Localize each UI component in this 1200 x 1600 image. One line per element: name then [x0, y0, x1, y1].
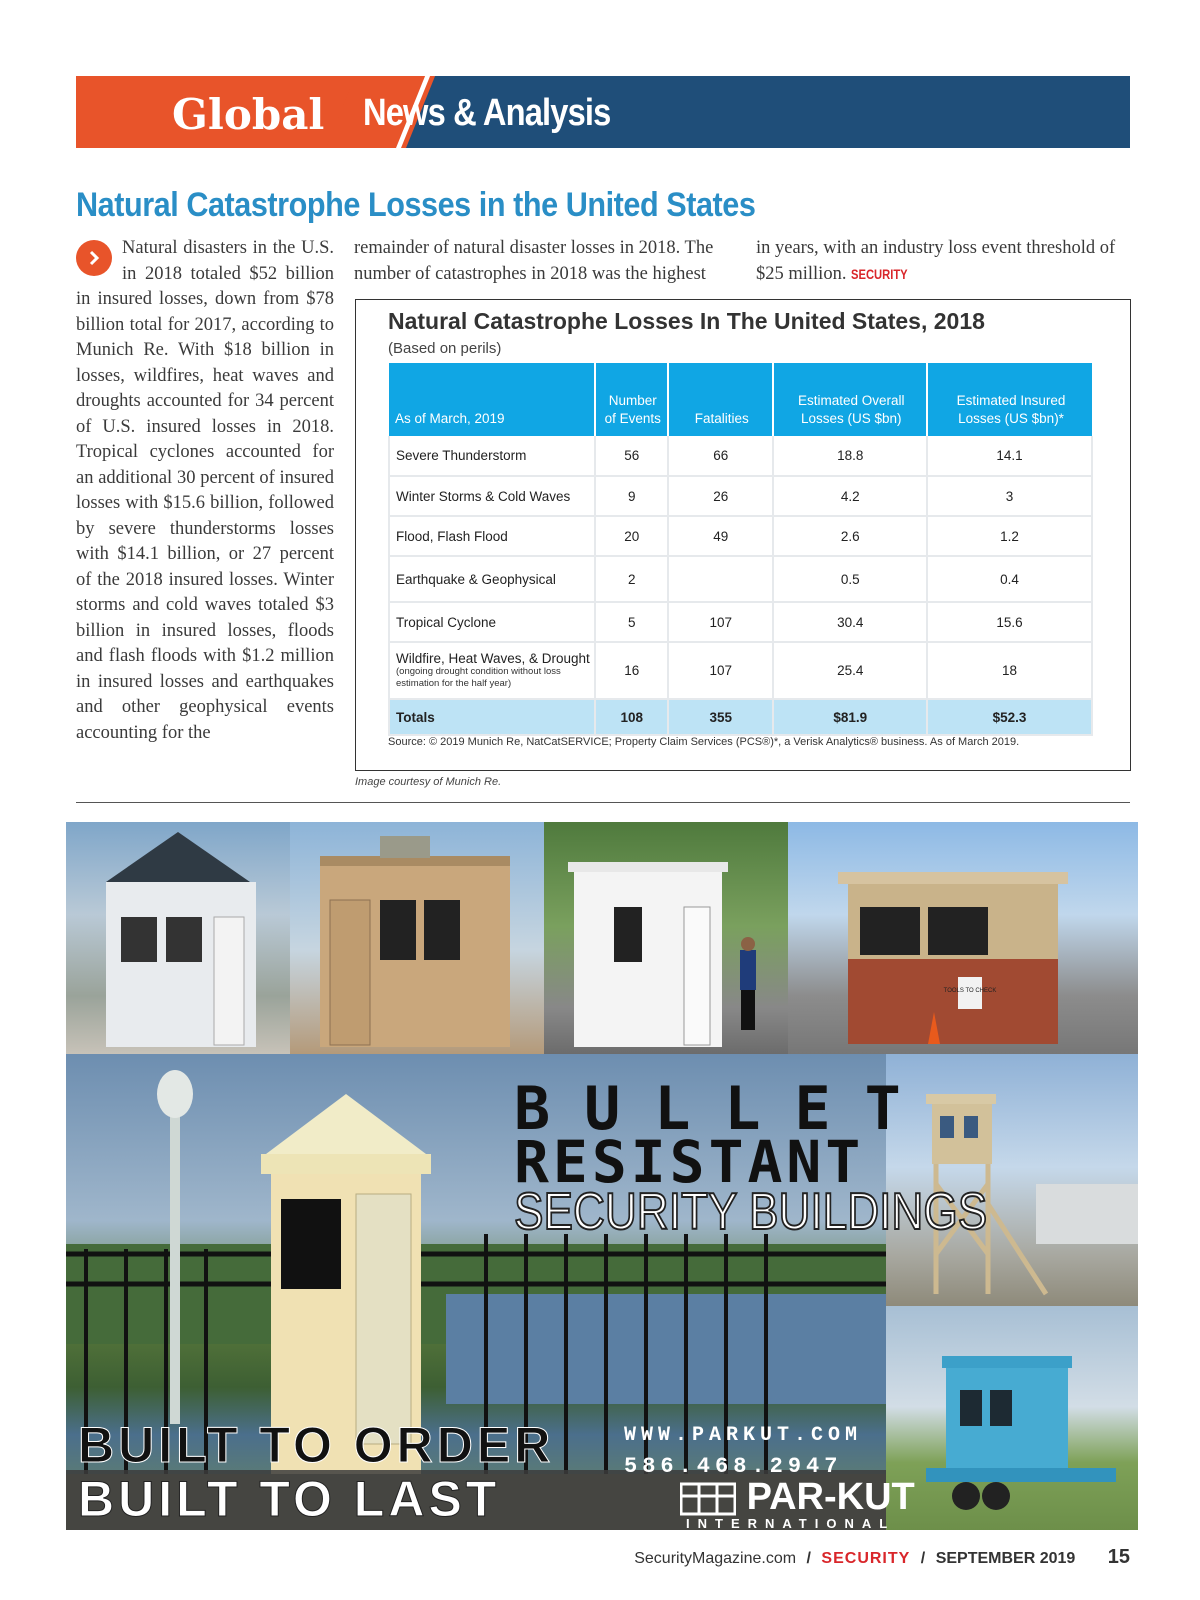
article-text-1: Natural disasters in the U.S. in 2018 totaled $52 billion in insured losses, down from $78 billion total for 2017, according to Munich Re. With $18 billion in losses, wildfires, heat waves and droughts accounted for 34 percent of U.S. insured losses in 2018. Tropical cyclones accounted for an additional 30 percent of insured losses with $15.6 billion, followed by severe thunderstorms losses with $14.1 billion, or 27 percent of the 2018 insured losses. Winter storms and cold waves totaled $3 billion in insured losses, floods and flash floods with $1.2 million in insured losses and earthquakes and other geophysical events accounting for the: [76, 238, 334, 743]
totals-row: [389, 699, 1092, 735]
guard-booth-photo-brick: [788, 822, 1138, 1054]
fatalities-cell: 26: [668, 476, 773, 516]
table-row: [389, 602, 1092, 642]
fatalities-cell: 49: [668, 516, 773, 556]
totals-label: Totals: [389, 699, 595, 735]
ad-phone-number: 586.468.2947: [624, 1454, 843, 1479]
chevron-right-icon: [76, 240, 112, 276]
guard-booth-photo-tan: [290, 822, 544, 1054]
insured-losses-cell: 0.4: [927, 556, 1092, 602]
footer-separator: /: [806, 1550, 811, 1567]
insured-losses-cell: 14.1: [927, 436, 1092, 476]
guard-booth-photo-gable: [66, 822, 290, 1054]
article-end-tag: SECURITY: [851, 265, 908, 282]
table-row: [389, 516, 1092, 556]
table-row: [389, 556, 1092, 602]
section-banner: [76, 76, 1130, 148]
footer-magazine: SECURITY: [821, 1550, 911, 1567]
overall-losses-cell: 25.4: [773, 642, 927, 699]
par-kut-logo: [680, 1476, 915, 1519]
table-row: [389, 642, 1092, 699]
column-header: Estimated Overall Losses (US $bn): [773, 363, 927, 436]
article-text-3: in years, with an industry loss event threshold of $25 million.: [756, 238, 1116, 284]
ad-slogan-order: BUILT TO ORDER: [78, 1417, 555, 1473]
banner-section-label: Global: [172, 90, 325, 139]
overall-losses-cell: 18.8: [773, 436, 927, 476]
article-text-2: remainder of natural disaster losses in 2018. The number of catastrophes in 2018 was the highest: [354, 238, 714, 284]
insured-losses-cell: 15.6: [927, 602, 1092, 642]
table-header-row: [389, 363, 1092, 436]
ad-slogan-last: BUILT TO LAST: [78, 1471, 501, 1527]
image-caption: Image courtesy of Munich Re.: [355, 776, 502, 788]
banner-subsection-label: News & Analysis: [363, 92, 611, 134]
figure-source: Source: © 2019 Munich Re, NatCatSERVICE; Property Claim Services (PCS®)*, a Verisk Analytics® business. As of March 2019.: [388, 736, 1020, 748]
fatalities-cell: 66: [668, 436, 773, 476]
guard-booth-photo-white: [544, 822, 788, 1054]
par-kut-logo-icon: [680, 1482, 736, 1516]
overall-losses-cell: 0.5: [773, 556, 927, 602]
page-footer: [634, 1546, 1130, 1569]
overall-losses-cell: 2.6: [773, 516, 927, 556]
peril-cell: [389, 642, 595, 699]
events-cell: 9: [595, 476, 668, 516]
article-column-2: [354, 236, 730, 287]
column-header: Estimated Insured Losses (US $bn)*: [927, 363, 1092, 436]
table-row: [389, 436, 1092, 476]
peril-cell: Tropical Cyclone: [389, 602, 595, 642]
column-header: As of March, 2019: [389, 363, 595, 436]
overall-losses-cell: 30.4: [773, 602, 927, 642]
ad-headline-resistant: RESISTANT: [514, 1128, 865, 1196]
events-cell: 16: [595, 642, 668, 699]
article-column-1: [76, 236, 334, 746]
peril-label: Wildfire, Heat Waves, & Drought: [396, 651, 590, 666]
totals-insured: $52.3: [927, 699, 1092, 735]
footer-separator: /: [920, 1550, 926, 1567]
par-kut-brand: PAR-KUT: [746, 1476, 915, 1518]
ad-headline-security-buildings: SECURITY BUILDINGS: [514, 1183, 988, 1241]
trailer-booth-photo: [886, 1306, 1138, 1530]
figure-subtitle: (Based on perils): [388, 340, 502, 357]
booth-sign-text: TOOLS TO CHECK: [943, 988, 997, 994]
article-column-3: [756, 236, 1130, 287]
par-kut-advertisement[interactable]: [66, 822, 1138, 1530]
events-cell: 20: [595, 516, 668, 556]
par-kut-subbrand: INTERNATIONAL: [686, 1516, 896, 1530]
page-number: 15: [1107, 1546, 1130, 1568]
insured-losses-cell: 18: [927, 642, 1092, 699]
column-header: Fatalities: [668, 363, 773, 436]
section-divider: [76, 802, 1130, 803]
table-row: [389, 476, 1092, 516]
footer-issue: SEPTEMBER 2019: [935, 1550, 1076, 1567]
peril-cell: Severe Thunderstorm: [389, 436, 595, 476]
totals-fatalities: 355: [668, 699, 773, 735]
fatalities-cell: [668, 556, 773, 602]
events-cell: 2: [595, 556, 668, 602]
insured-losses-cell: 3: [927, 476, 1092, 516]
peril-cell: Winter Storms & Cold Waves: [389, 476, 595, 516]
peril-cell: Flood, Flash Flood: [389, 516, 595, 556]
overall-losses-cell: 4.2: [773, 476, 927, 516]
article-headline: Natural Catastrophe Losses in the United States: [76, 186, 756, 224]
figure-title: Natural Catastrophe Losses In The United States, 2018: [388, 308, 985, 334]
totals-events: 108: [595, 699, 668, 735]
insured-losses-cell: 1.2: [927, 516, 1092, 556]
events-cell: 5: [595, 602, 668, 642]
footer-site[interactable]: SecurityMagazine.com: [634, 1550, 797, 1567]
ad-headline-bullet: BULLET: [514, 1074, 935, 1144]
ad-website[interactable]: WWW.PARKUT.COM: [624, 1424, 863, 1447]
peril-note: (ongoing drought condition without loss estimation for the half year): [396, 666, 561, 689]
peril-cell: Earthquake & Geophysical: [389, 556, 595, 602]
losses-table-figure: [355, 299, 1131, 771]
events-cell: 56: [595, 436, 668, 476]
column-header: Number of Events: [595, 363, 668, 436]
totals-overall: $81.9: [773, 699, 927, 735]
fatalities-cell: 107: [668, 642, 773, 699]
losses-table: [388, 363, 1093, 736]
fatalities-cell: 107: [668, 602, 773, 642]
